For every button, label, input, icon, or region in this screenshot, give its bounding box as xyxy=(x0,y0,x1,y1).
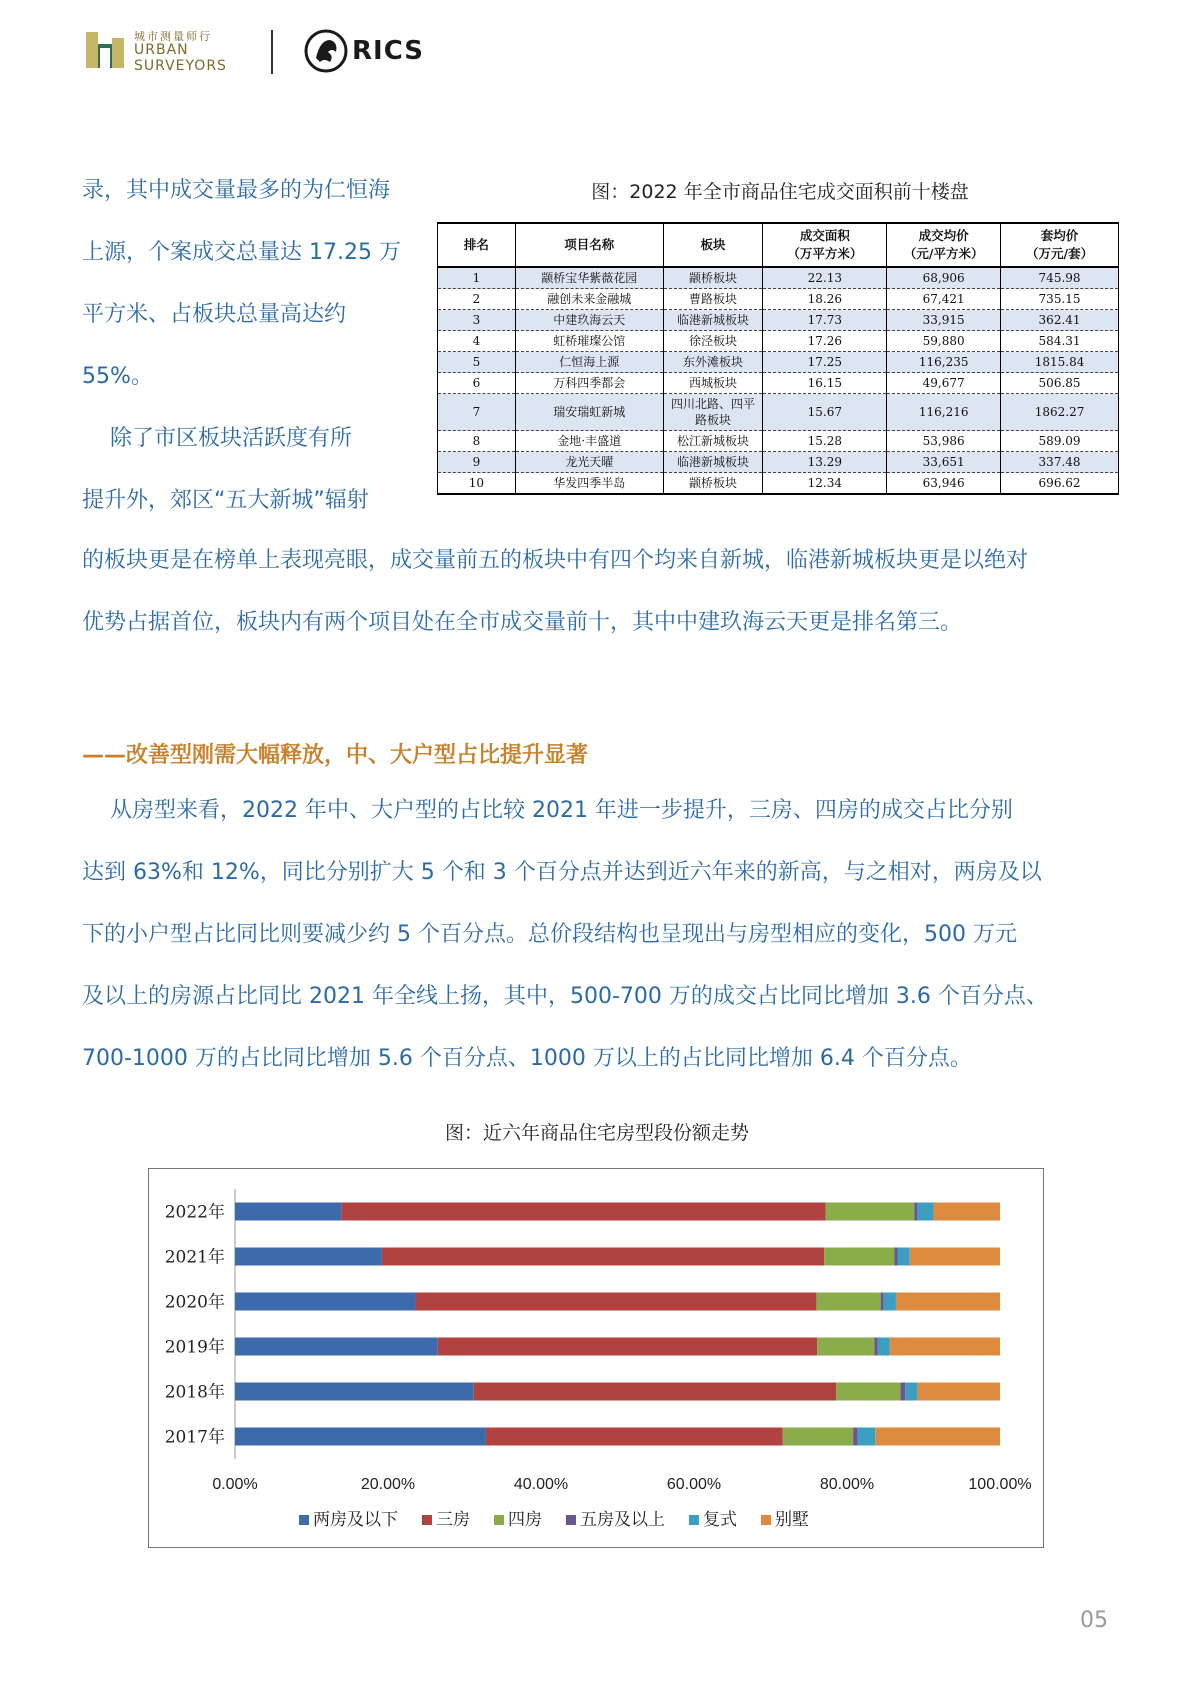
text-line: 平方米、占板块总量高达约 xyxy=(82,302,347,327)
table-cell: 506.85 xyxy=(1001,373,1119,394)
text-line: 从房型来看，2022 年中、大户型的占比较 2021 年进一步提升，三房、四房的成交占比分别 xyxy=(82,798,1013,823)
table-cell: 临港新城板块 xyxy=(663,310,763,331)
table-cell: 584.31 xyxy=(1001,331,1119,352)
table-cell: 68,906 xyxy=(887,267,1001,289)
bar-segment xyxy=(905,1383,917,1401)
rics-lion-icon xyxy=(304,28,348,74)
bar-segment xyxy=(894,1248,897,1266)
text-line: 下的小户型占比同比则要减少约 5 个百分点。总价段结构也呈现出与房型相应的变化，500 万元 xyxy=(82,922,1017,947)
stacked-bar-chart xyxy=(149,1169,1042,1546)
table-cell: 东外滩板块 xyxy=(663,352,763,373)
bar-segment xyxy=(824,1248,894,1266)
table-cell: 松江新城板块 xyxy=(663,431,763,452)
legend-swatch xyxy=(299,1515,309,1525)
table-cell: 徐泾板块 xyxy=(663,331,763,352)
bar-segment xyxy=(235,1293,416,1311)
table-cell: 曹路板块 xyxy=(663,289,763,310)
section-title: ——改善型刚需大幅释放，中、大户型占比提升显著 xyxy=(82,743,589,768)
bar-segment xyxy=(853,1428,858,1446)
table-cell: 万科四季都会 xyxy=(515,373,663,394)
y-tick-label: 2021年 xyxy=(164,1247,225,1268)
table-cell: 西城板块 xyxy=(663,373,763,394)
table-cell: 虹桥璀璨公馆 xyxy=(515,331,663,352)
table-cell: 仁恒海上源 xyxy=(515,352,663,373)
table-cell: 7 xyxy=(438,394,516,431)
table-cell: 33,915 xyxy=(887,310,1001,331)
table-cell: 1862.27 xyxy=(1001,394,1119,431)
intro-paragraph xyxy=(82,160,417,532)
table-cell: 63,946 xyxy=(887,473,1001,495)
text-line: 55%。 xyxy=(82,364,153,389)
x-tick-label: 20.00% xyxy=(360,1476,416,1493)
table-cell: 10 xyxy=(438,473,516,495)
table-cell: 临港新城板块 xyxy=(663,452,763,473)
table-cell: 15.28 xyxy=(763,431,887,452)
rics-wordmark: RICS xyxy=(352,36,424,66)
bar-segment xyxy=(858,1428,876,1446)
logo-chinese-name: 城市测量师行 xyxy=(134,30,212,43)
text-line: 录，其中成交量最多的为仁恒海 xyxy=(82,178,391,203)
bar-segment xyxy=(826,1203,915,1221)
table-cell: 瑞安瑞虹新城 xyxy=(515,394,663,431)
table-cell: 53,986 xyxy=(887,431,1001,452)
bar-segment xyxy=(486,1428,783,1446)
table-row xyxy=(438,267,1119,289)
table-row xyxy=(438,452,1119,473)
table-cell: 116,216 xyxy=(887,394,1001,431)
continuation-paragraph xyxy=(82,530,1112,654)
text-line: 提升外，郊区“五大新城”辐射 xyxy=(82,488,369,513)
table-cell: 33,651 xyxy=(887,452,1001,473)
legend-label: 别墅 xyxy=(775,1510,809,1530)
table-row xyxy=(438,373,1119,394)
table-cell: 116,235 xyxy=(887,352,1001,373)
legend-label: 两房及以下 xyxy=(313,1510,398,1530)
table-cell: 15.67 xyxy=(763,394,887,431)
table-cell: 22.13 xyxy=(763,267,887,289)
unit-type-paragraph xyxy=(82,780,1112,1090)
table-cell: 735.15 xyxy=(1001,289,1119,310)
bar-segment xyxy=(474,1383,837,1401)
text-line: 700-1000 万的占比同比增加 5.6 个百分点、1000 万以上的占比同比增加 6.4 个百分点。 xyxy=(82,1046,972,1071)
table-cell: 2 xyxy=(438,289,516,310)
table-row xyxy=(438,289,1119,310)
col-header: 套均价 （万元/套） xyxy=(1001,223,1119,267)
table-cell: 18.26 xyxy=(763,289,887,310)
bar-segment xyxy=(884,1293,896,1311)
table-cell: 337.48 xyxy=(1001,452,1119,473)
bar-segment xyxy=(382,1248,824,1266)
bar-segment xyxy=(235,1203,341,1221)
table-cell: 金地·丰盛道 xyxy=(515,431,663,452)
table-cell: 中建玖海云天 xyxy=(515,310,663,331)
table-cell: 589.09 xyxy=(1001,431,1119,452)
bar-segment xyxy=(917,1203,933,1221)
table-cell: 龙光天曜 xyxy=(515,452,663,473)
table-cell: 362.41 xyxy=(1001,310,1119,331)
table-cell: 9 xyxy=(438,452,516,473)
table-cell: 5 xyxy=(438,352,516,373)
bar-segment xyxy=(817,1338,874,1356)
table-row xyxy=(438,394,1119,431)
logo-english-line2: SURVEYORS xyxy=(134,58,227,74)
table-cell: 17.25 xyxy=(763,352,887,373)
chart-caption: 图：近六年商品住宅房型段份额走势 xyxy=(444,1122,749,1144)
bar-segment xyxy=(235,1383,474,1401)
x-tick-label: 100.00% xyxy=(968,1476,1032,1493)
text-line: 及以上的房源占比同比 2021 年全线上扬，其中，500-700 万的成交占比同比增加 3.6 个百分点、 xyxy=(82,984,1048,1009)
table-row xyxy=(438,331,1119,352)
col-header: 成交面积 （万平方米） xyxy=(763,223,887,267)
chart-frame xyxy=(148,1168,1044,1548)
logo-english-line1: URBAN xyxy=(134,42,189,58)
legend-swatch xyxy=(494,1515,504,1525)
legend-swatch xyxy=(566,1515,576,1525)
legend-swatch xyxy=(422,1515,432,1525)
bar-segment xyxy=(901,1383,906,1401)
table-cell: 3 xyxy=(438,310,516,331)
table-cell: 67,421 xyxy=(887,289,1001,310)
table-cell: 1 xyxy=(438,267,516,289)
table-cell: 8 xyxy=(438,431,516,452)
table-cell: 17.26 xyxy=(763,331,887,352)
y-tick-label: 2017年 xyxy=(164,1427,225,1448)
bar-segment xyxy=(897,1248,909,1266)
text-line: 达到 63%和 12%，同比分别扩大 5 个和 3 个百分点并达到近六年来的新高，与之相对，两房及以 xyxy=(82,860,1042,885)
table-cell: 17.73 xyxy=(763,310,887,331)
legend-label: 三房 xyxy=(436,1510,470,1530)
bar-segment xyxy=(235,1338,438,1356)
x-tick-label: 40.00% xyxy=(513,1476,569,1493)
table-cell: 12.34 xyxy=(763,473,887,495)
bar-segment xyxy=(816,1293,880,1311)
y-tick-label: 2019年 xyxy=(164,1337,225,1358)
urban-surveyors-logo-icon xyxy=(86,30,124,70)
table-cell: 13.29 xyxy=(763,452,887,473)
x-tick-label: 60.00% xyxy=(666,1476,722,1493)
legend-label: 复式 xyxy=(703,1510,737,1530)
bar-segment xyxy=(881,1293,884,1311)
bar-segment xyxy=(783,1428,853,1446)
y-tick-label: 2022年 xyxy=(164,1202,225,1223)
text-line: 除了市区板块活跃度有所 xyxy=(82,426,352,451)
text-line: 上源，个案成交总量达 17.25 万 xyxy=(82,240,401,265)
y-tick-label: 2020年 xyxy=(164,1292,225,1313)
header-divider xyxy=(271,30,273,74)
bar-segment xyxy=(878,1338,890,1356)
legend-label: 四房 xyxy=(508,1510,542,1530)
legend-swatch xyxy=(689,1515,699,1525)
table-cell: 四川北路、四平路板块 xyxy=(663,394,763,431)
bar-segment xyxy=(917,1383,1000,1401)
table-cell: 6 xyxy=(438,373,516,394)
table-cell: 59,880 xyxy=(887,331,1001,352)
bar-segment xyxy=(235,1428,486,1446)
bar-segment xyxy=(836,1383,900,1401)
table-caption: 图：2022 年全市商品住宅成交面积前十楼盘 xyxy=(591,181,969,203)
page-number: 05 xyxy=(1080,1608,1108,1633)
x-tick-label: 80.00% xyxy=(819,1476,875,1493)
table-cell: 745.98 xyxy=(1001,267,1119,289)
table-row xyxy=(438,473,1119,495)
table-cell: 16.15 xyxy=(763,373,887,394)
table-cell: 颛桥宝华紫薇花园 xyxy=(515,267,663,289)
table-header-row xyxy=(438,223,1119,267)
table-cell: 华发四季半岛 xyxy=(515,473,663,495)
bar-segment xyxy=(890,1338,1000,1356)
table-cell: 融创未来金融城 xyxy=(515,289,663,310)
col-header: 排名 xyxy=(438,223,516,267)
table-cell: 颛桥板块 xyxy=(663,267,763,289)
table-cell: 颛桥板块 xyxy=(663,473,763,495)
bar-segment xyxy=(875,1428,1000,1446)
top-ten-projects-table xyxy=(437,222,1119,495)
x-tick-label: 0.00% xyxy=(212,1476,258,1493)
legend-swatch xyxy=(761,1515,771,1525)
table-cell: 4 xyxy=(438,331,516,352)
bar-segment xyxy=(875,1338,878,1356)
bar-segment xyxy=(416,1293,817,1311)
bar-segment xyxy=(896,1293,1000,1311)
text-line: 的板块更是在榜单上表现亮眼，成交量前五的板块中有四个均来自新城，临港新城板块更是以绝对 xyxy=(82,548,1029,573)
col-header: 项目名称 xyxy=(515,223,663,267)
table-cell: 1815.84 xyxy=(1001,352,1119,373)
bar-segment xyxy=(914,1203,917,1221)
bar-segment xyxy=(438,1338,817,1356)
table-cell: 49,677 xyxy=(887,373,1001,394)
col-header: 板块 xyxy=(663,223,763,267)
bar-segment xyxy=(341,1203,825,1221)
bar-segment xyxy=(933,1203,1000,1221)
table-cell: 696.62 xyxy=(1001,473,1119,495)
col-header: 成交均价 （元/平方米） xyxy=(887,223,1001,267)
table-row xyxy=(438,431,1119,452)
legend-label: 五房及以上 xyxy=(580,1510,665,1530)
table-row xyxy=(438,352,1119,373)
y-tick-label: 2018年 xyxy=(164,1382,225,1403)
table-row xyxy=(438,310,1119,331)
bar-segment xyxy=(235,1248,382,1266)
text-line: 优势占据首位，板块内有两个项目处在全市成交量前十，其中中建玖海云天更是排名第三。 xyxy=(82,610,963,635)
bar-segment xyxy=(910,1248,1000,1266)
